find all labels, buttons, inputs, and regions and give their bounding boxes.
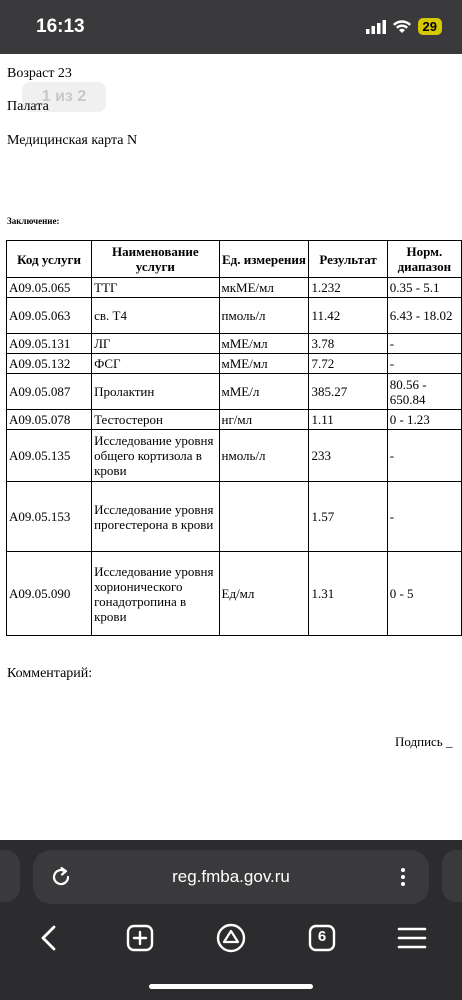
next-tab-preview[interactable] [442,850,462,902]
cell-unit [219,482,309,552]
more-icon[interactable] [391,865,415,889]
cell-result: 1.31 [309,552,387,636]
tab-count: 6 [317,928,327,945]
table-row [7,482,462,552]
battery-indicator: 29 [418,18,442,35]
header-name: Наименование услуги [92,241,219,278]
cell-range: - [387,430,461,482]
cell-result: 1.57 [309,482,387,552]
comment-label: Комментарий: [7,666,93,681]
cell-range: 0 - 5 [387,552,461,636]
cell-range: 0 - 1.23 [387,410,461,430]
status-bar [0,0,462,54]
header-unit: Ед. измерения [219,241,309,278]
cell-code: A09.05.078 [7,410,92,430]
new-tab-icon[interactable] [122,920,158,956]
cell-code: A09.05.090 [7,552,92,636]
table-row [7,374,462,410]
ward-line: Палата [7,99,49,114]
signal-icon [366,20,386,34]
cell-result: 1.232 [309,278,387,298]
status-time: 16:13 [36,16,85,37]
cell-unit: нг/мл [219,410,309,430]
cell-unit: пмоль/л [219,298,309,334]
cell-name: ФСГ [92,354,219,374]
url-text[interactable]: reg.fmba.gov.ru [172,867,290,886]
cell-code: A09.05.087 [7,374,92,410]
cell-unit: мкМЕ/мл [219,278,309,298]
table-row [7,552,462,636]
cell-unit: мМЕ/л [219,374,309,410]
cell-unit: мМЕ/мл [219,354,309,374]
cell-code: A09.05.063 [7,298,92,334]
cell-result: 7.72 [309,354,387,374]
cell-code: A09.05.131 [7,334,92,354]
page-indicator: 1 из 2 [22,82,106,112]
header-result: Результат [309,241,387,278]
table-row [7,334,462,354]
header-code: Код услуги [7,241,92,278]
cell-range: - [387,354,461,374]
document-page [0,54,462,840]
cell-result: 3.78 [309,334,387,354]
tabs-button[interactable] [304,920,340,956]
signature-label: Подпись _ [395,734,453,749]
results-table [6,240,462,636]
home-indicator [149,984,313,989]
cell-name: ТТГ [92,278,219,298]
cell-range: 6.43 - 18.02 [387,298,461,334]
cell-name: Исследование уровня общего кортизола в крови [92,430,219,482]
cell-code: A09.05.132 [7,354,92,374]
cell-name: Исследование уровня прогестерона в крови [92,482,219,552]
conclusion-label: Заключение: [7,216,60,226]
cell-name: Тестостерон [92,410,219,430]
cell-range: - [387,482,461,552]
age-line: Возраст 23 [7,66,72,81]
cell-range: - [387,334,461,354]
previous-tab-preview[interactable] [0,850,20,902]
cell-result: 11.42 [309,298,387,334]
cell-name: св. Т4 [92,298,219,334]
cell-name: Исследование уровня хорионического гонадотропина в крови [92,552,219,636]
cell-code: A09.05.135 [7,430,92,482]
cell-result: 1.11 [309,410,387,430]
browser-chrome [0,840,462,1000]
table-row [7,410,462,430]
back-icon[interactable] [32,920,68,956]
cell-unit: Ед/мл [219,552,309,636]
status-icons [366,18,442,35]
cell-code: A09.05.065 [7,278,92,298]
table-row [7,430,462,482]
cell-result: 385.27 [309,374,387,410]
home-icon[interactable] [213,920,249,956]
menu-icon[interactable] [394,920,430,956]
medical-card-line: Медицинская карта N [7,133,138,148]
address-bar[interactable] [33,850,429,904]
table-row [7,298,462,334]
cell-unit: нмоль/л [219,430,309,482]
table-row [7,278,462,298]
cell-result: 233 [309,430,387,482]
cell-range: 0.35 - 5.1 [387,278,461,298]
cell-code: A09.05.153 [7,482,92,552]
cell-name: Пролактин [92,374,219,410]
table-row [7,354,462,374]
wifi-icon [392,20,412,34]
table-header-row [7,241,462,278]
cell-name: ЛГ [92,334,219,354]
cell-range: 80.56 - 650.84 [387,374,461,410]
header-range: Норм. диапазон [387,241,461,278]
cell-unit: мМЕ/мл [219,334,309,354]
